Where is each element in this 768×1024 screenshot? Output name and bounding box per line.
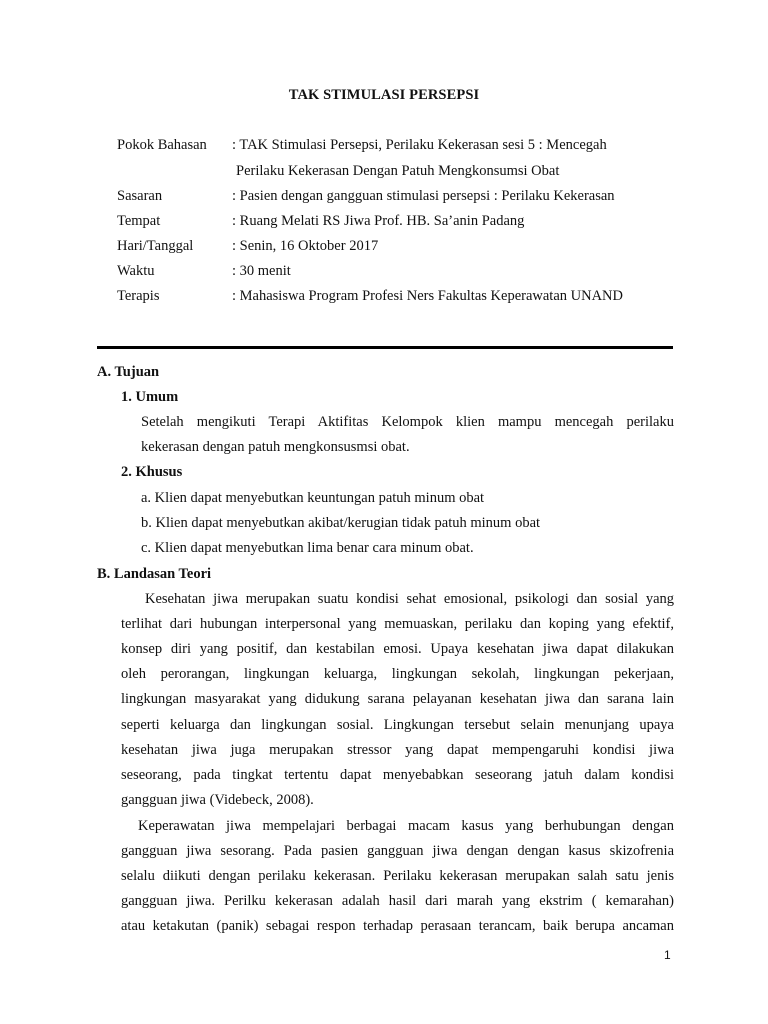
meta-label: Pokok Bahasan [117,137,207,153]
meta-label: Tempat [117,213,161,229]
paragraph-line: kesehatan jiwa juga merupakan stressor yang dapat mempengaruhi kondisi jiwa [121,742,674,758]
meta-value-continuation: Perilaku Kekerasan Dengan Patuh Mengkonsumsi Obat [236,163,560,179]
paragraph-line: seperti keluarga dan lingkungan sosial. Lingkungan tersebut selain menunjang upaya [121,717,674,733]
meta-value: : Pasien dengan gangguan stimulasi persepsi : Perilaku Kekerasan [232,188,615,204]
paragraph-line: gangguan jiwa sesorang. Pada pasien gangguan jiwa dengan dengan kasus skizofrenia [121,843,674,859]
meta-value: : Ruang Melati RS Jiwa Prof. HB. Sa’anin Padang [232,213,525,229]
meta-value: : TAK Stimulasi Persepsi, Perilaku Kekerasan sesi 5 : Mencegah [232,137,607,153]
document-title: TAK STIMULASI PERSEPSI [288,87,480,103]
meta-label: Sasaran [117,188,163,204]
paragraph-line: oleh perorangan, lingkungan keluarga, lingkungan sekolah, lingkungan pekerjaan, [121,666,674,682]
horizontal-rule [97,346,673,349]
paragraph-line: seseorang, pada tingkat tertentu dapat menyebabkan seseorang jatuh dalam kondisi [121,767,674,783]
meta-value: : Senin, 16 Oktober 2017 [232,238,379,254]
paragraph-line: konsep diri yang positif, dan kestabilan emosi. Upaya kesehatan jiwa dapat dilakukan [121,641,674,657]
umum-heading: 1. Umum [121,389,179,405]
meta-row-sasaran [117,188,615,205]
paragraph-line: gangguan jiwa (Videbeck, 2008). [121,792,314,808]
meta-label: Terapis [117,288,160,304]
paragraph-line: gangguan jiwa. Perilku kekerasan adalah hasil dari marah yang ekstrim ( kemarahan) [121,893,674,909]
paragraph-line: Keperawatan jiwa mempelajari berbagai macam kasus yang berhubungan dengan [138,818,674,834]
section-a-heading: A. Tujuan [97,364,160,380]
meta-row-waktu [117,263,291,280]
meta-label: Hari/Tanggal [117,238,194,254]
paragraph-line: terlihat dari hubungan interpersonal yang memuaskan, perilaku dan koping yang efektif, [121,616,674,632]
paragraph-line: atau ketakutan (panik) sebagai respon terhadap perasaan terancam, baik berupa ancaman [121,918,674,934]
meta-value: : 30 menit [232,263,291,279]
section-b-heading: B. Landasan Teori [97,566,212,582]
meta-row-terapis [117,288,623,305]
khusus-item-a: a. Klien dapat menyebutkan keuntungan patuh minum obat [141,490,485,506]
paragraph-line: Kesehatan jiwa merupakan suatu kondisi sehat emosional, psikologi dan sosial yang [145,591,674,607]
page-number: 1 [664,948,671,962]
paragraph-line: lingkungan masyarakat yang didukung sarana pelayanan kesehatan jiwa dan sarana lain [121,691,674,707]
khusus-heading: 2. Khusus [121,464,183,480]
meta-label: Waktu [117,263,155,279]
umum-text-line: kekerasan dengan patuh mengkonsusmsi obat. [141,439,410,455]
paragraph-line: selalu diikuti dengan perilaku kekerasan. Perilaku kekerasan merupakan salah satu jenis [121,868,674,884]
khusus-item-c: c. Klien dapat menyebutkan lima benar cara minum obat. [141,540,474,556]
khusus-item-b: b. Klien dapat menyebutkan akibat/kerugian tidak patuh minum obat [141,515,541,531]
meta-row-hari-tanggal [117,238,378,255]
meta-value: : Mahasiswa Program Profesi Ners Fakultas Keperawatan UNAND [232,288,624,304]
meta-row-tempat [117,213,524,230]
umum-text-line: Setelah mengikuti Terapi Aktifitas Kelompok klien mampu mencegah perilaku [141,414,674,430]
meta-row-pokok-bahasan [117,137,607,154]
